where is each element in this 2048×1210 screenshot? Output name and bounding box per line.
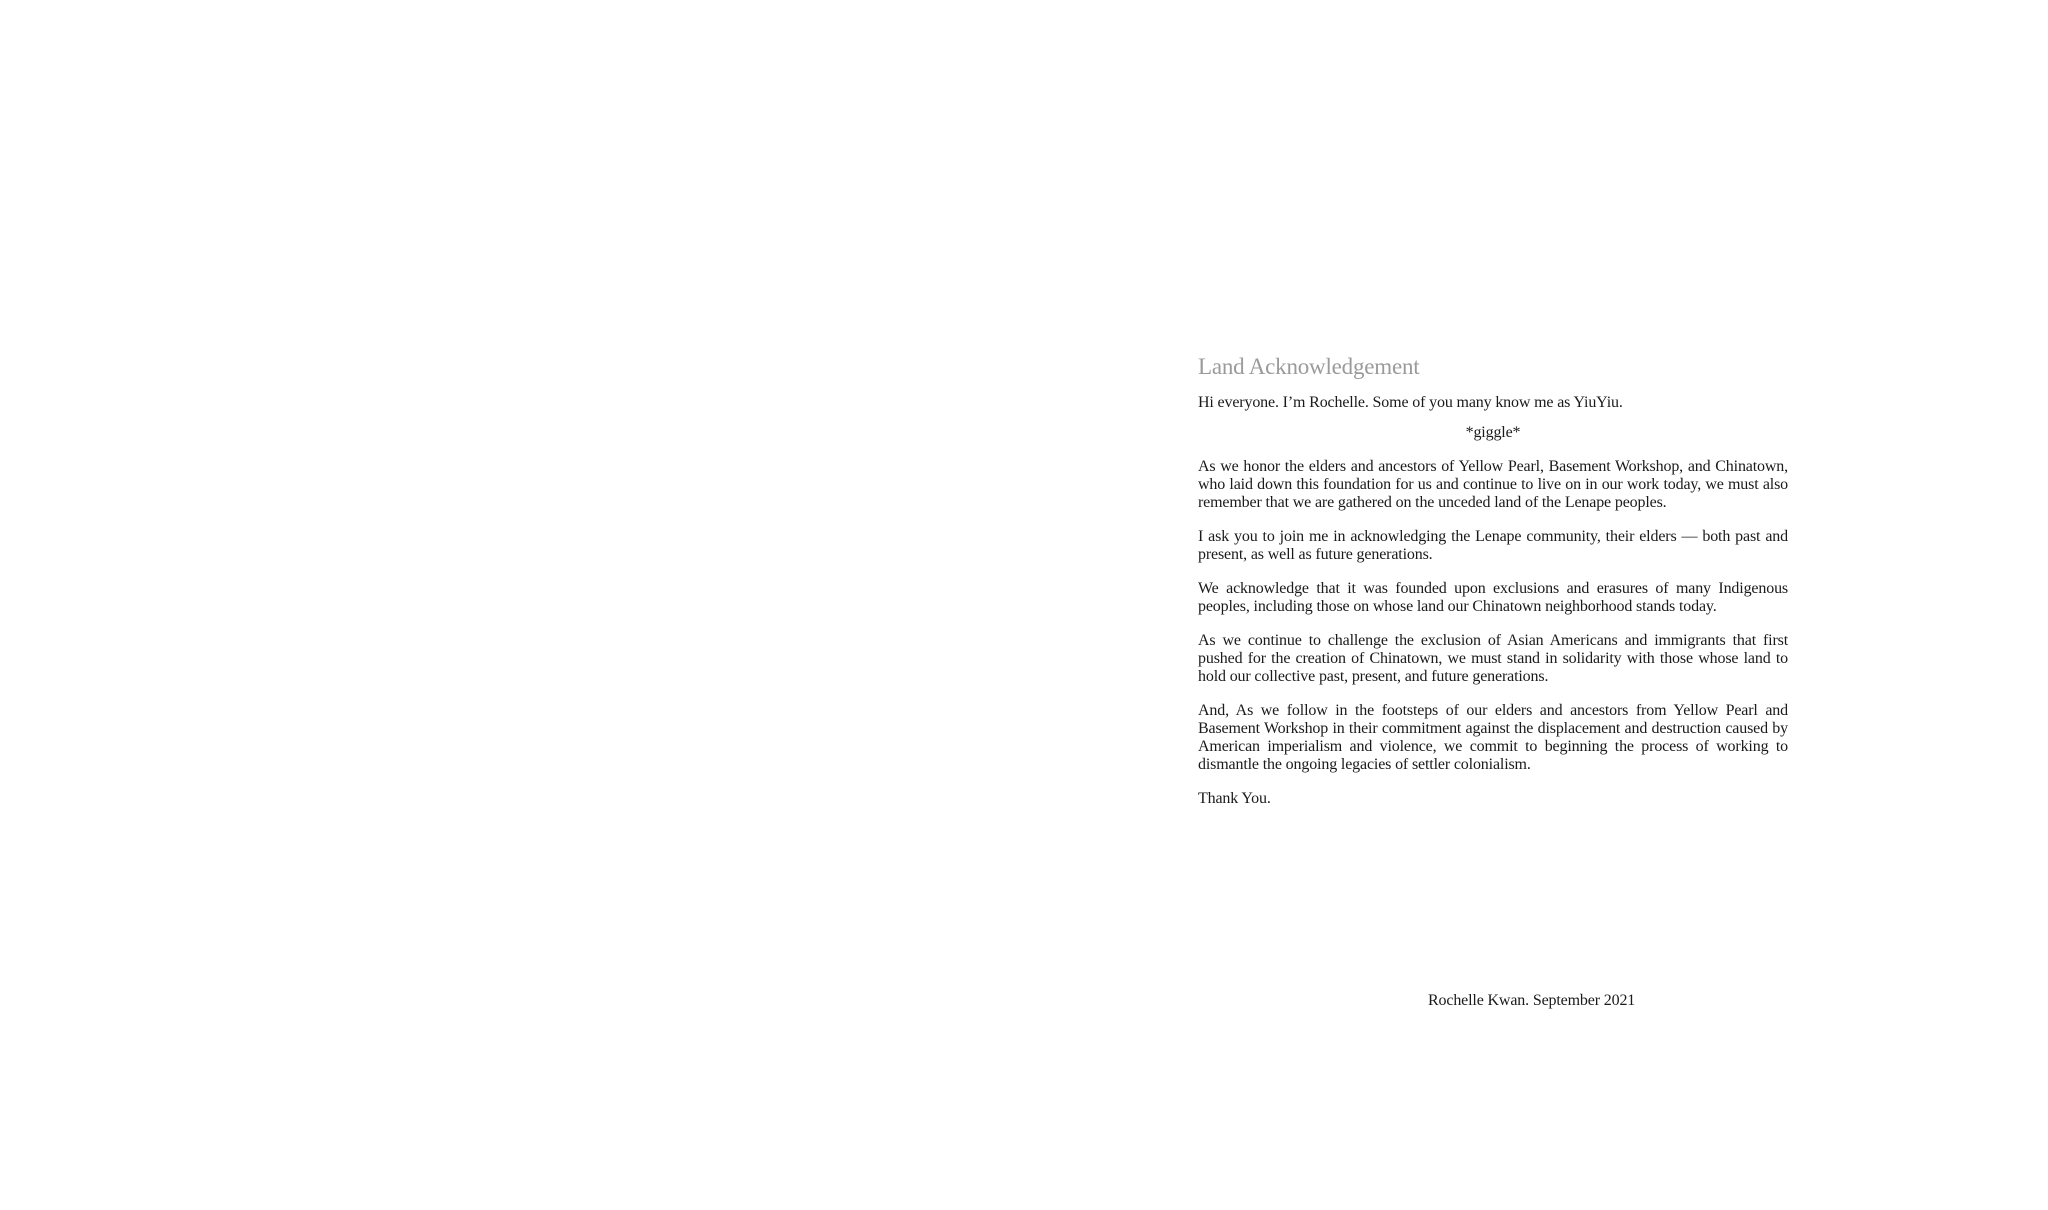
signature-line: Rochelle Kwan. September 2021: [1428, 992, 1636, 1009]
text-block: [1198, 354, 1788, 824]
page-title: Land Acknowledgement: [1198, 354, 1420, 379]
paragraph-exclusions: We acknowledge that it was founded upon exclusions and erasures of many Indigenous peoples, including those on whose land our Chinatown neighborhood stands today.: [1198, 580, 1788, 615]
paragraph-honor: As we honor the elders and ancestors of Yellow Pearl, Basement Workshop, and Chinatown, who laid down this foundation for us and continue to live on in our work today, we must also remember that we are gathered on the unceded land of the Lenape peoples.: [1198, 458, 1788, 511]
paragraph-acknowledge-lenape: I ask you to join me in acknowledging the Lenape community, their elders — both past and present, as well as future generations.: [1198, 528, 1788, 563]
paragraph-commitment: And, As we follow in the footsteps of our elders and ancestors from Yellow Pearl and Basement Workshop in their commitment against the displacement and destruction caused by American imperialism and violence, we commit to beginning the process of working to dismantle the ongoing legacies of settler colonialism.: [1198, 702, 1788, 773]
paragraph-solidarity: As we continue to challenge the exclusion of Asian Americans and immigrants that first pushed for the creation of Chinatown, we must stand in solidarity with those whose land to hold our collective past, present, and future generations.: [1198, 632, 1788, 685]
right-page: [1024, 0, 2048, 1210]
paragraph-giggle: *giggle*: [1465, 424, 1521, 441]
paragraph-thank-you: Thank You.: [1198, 790, 1271, 807]
paragraph-greeting: Hi everyone. I’m Rochelle. Some of you many know me as YiuYiu.: [1198, 394, 1623, 411]
